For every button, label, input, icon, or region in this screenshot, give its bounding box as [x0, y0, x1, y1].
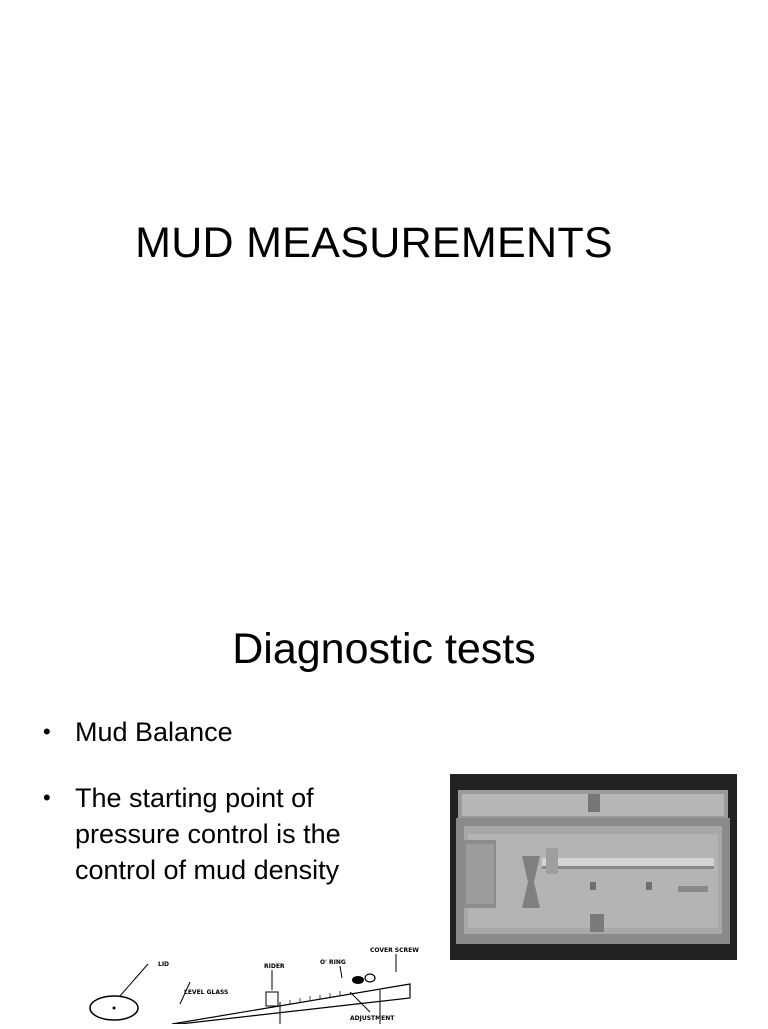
- mud-balance-case-photo: [450, 774, 737, 960]
- diagram-label-adjustment: ADJUSTMENT: [350, 1015, 395, 1022]
- bullet-list: [40, 714, 400, 918]
- slide-heading: Diagnostic tests: [232, 625, 536, 673]
- slide-title-heading: MUD MEASUREMENTS: [135, 219, 613, 267]
- diagram-label-cover-screw: COVER SCREW: [370, 947, 419, 954]
- bullet-text: The starting point of pressure control is the control of mud density: [75, 783, 341, 885]
- diagram-label-rider: RIDER: [264, 963, 285, 970]
- diagram-label-o-ring: O' RING: [320, 959, 346, 966]
- bullet-item: [40, 780, 400, 888]
- bullet-dot-icon: •: [43, 719, 51, 744]
- bullet-item: [40, 714, 400, 750]
- diagram-label-lid: LID: [158, 961, 170, 968]
- slide-diagnostic-tests: [0, 580, 768, 1024]
- bullet-dot-icon: •: [43, 785, 51, 810]
- diagram-label-level-glass: LEVEL GLASS: [184, 989, 229, 996]
- mud-balance-diagram: [80, 942, 440, 1024]
- bullet-text: Mud Balance: [75, 717, 233, 747]
